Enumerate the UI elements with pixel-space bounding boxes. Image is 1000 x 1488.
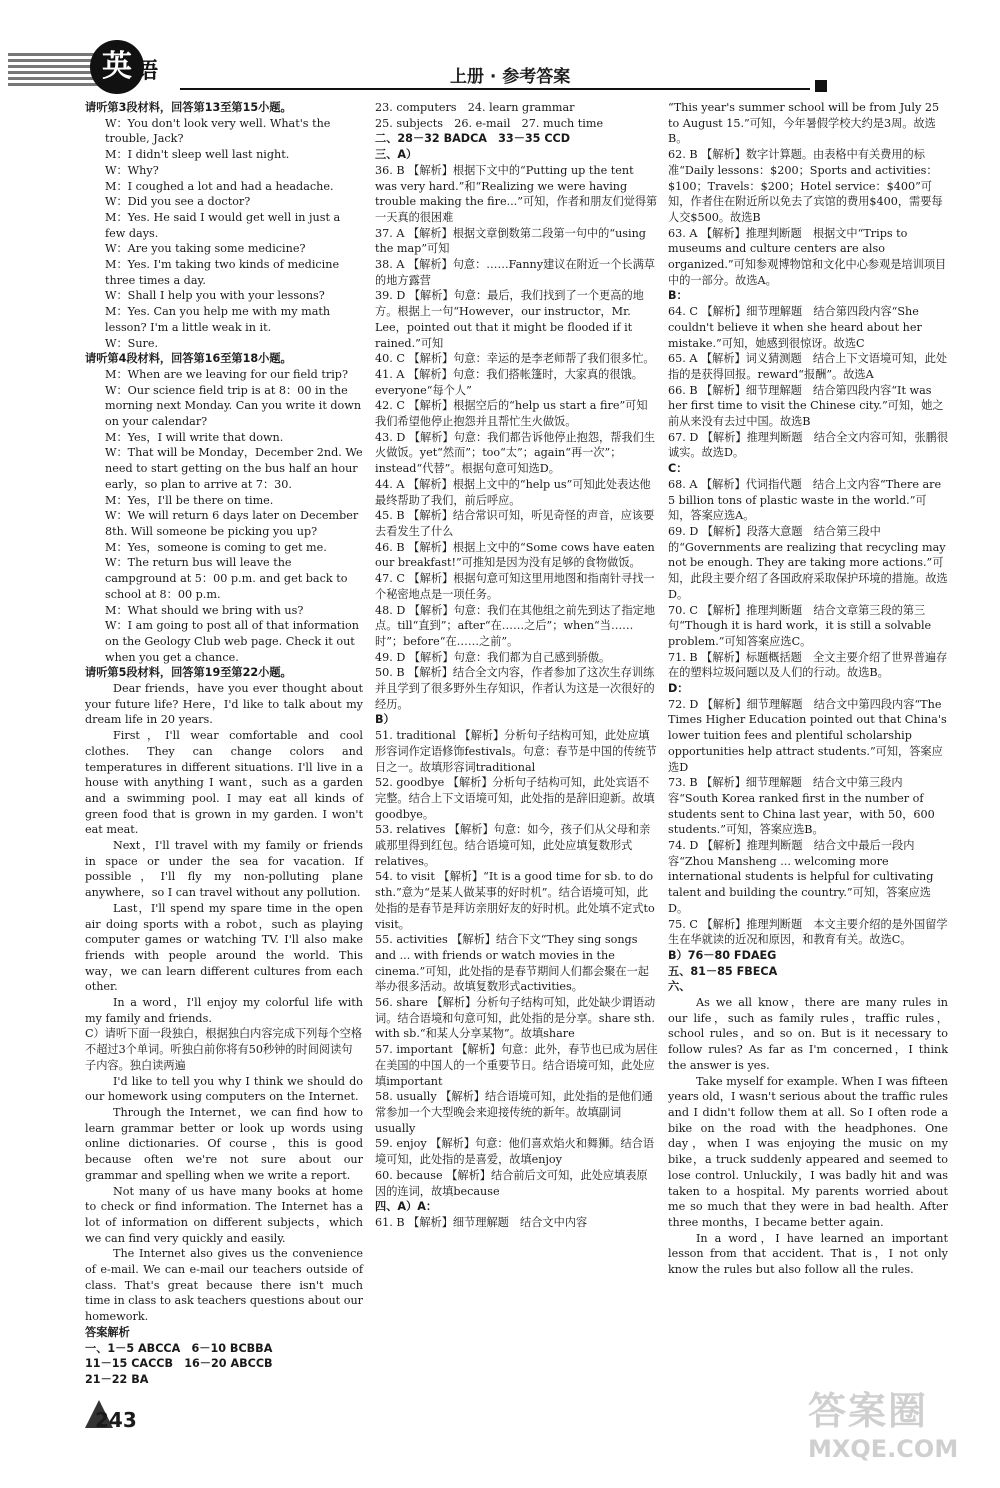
col1-line: M：Yes. I'm taking two kinds of medicine three times a day. [105, 258, 340, 287]
column-left [85, 100, 363, 1388]
column-right [668, 100, 948, 1278]
col1-line: 一、1－5 ABCCA 6－10 BCBBA [85, 1341, 273, 1355]
col1-line: W：That will be Monday，December 2nd. We need to start getting on the bus half an hour early，so plan to arrive at 7：30. [105, 446, 363, 491]
page-header [0, 0, 1000, 100]
col1-line: The Internet also gives us the convenience of e-mail. We can e-mail our teachers outside of class. That's great because there isn't much time in class to ask teachers questions about our homework. [85, 1247, 363, 1324]
col3-line: 63. A 【解析】推理判断题 根据文中“Trips to museums and culture centers are also organized.”可知参观博物馆和文化中心参观是培训项目中的一部分。故选A。 [668, 226, 947, 287]
col2-line: 51. traditional 【解析】分析句子结构可知，此处应填形容词作定语修饰festivals。句意：春节是中国的传统节日之一。故填形容词traditional [375, 729, 657, 774]
col2-line: 42. C 【解析】根据空后的“help us start a fire”可知我们希望他停止抱怨并且帮忙生火做饭。 [375, 399, 648, 429]
col1-line: Through the Internet，we can find how to learn grammar better or look up words using online dictionaries. Of course，this is good because often we're not sure about our grammar and spelling when we write a report. [85, 1106, 363, 1182]
col2-line: 60. because 【解析】结合前后文可知，此处应填表原因的连词，故填because [375, 1168, 648, 1198]
header-rule [180, 88, 810, 90]
col1-line: Not many of us have many books at home to check or find information. The Internet has a lot of information on different subjects，which we can find very quickly and easily. [85, 1184, 363, 1245]
col1-line: I'd like to tell you why I think we should do our homework using computers on the Internet. [85, 1074, 363, 1104]
col1-line: W：You don't look very well. What's the trouble, Jack? [105, 116, 331, 146]
col3-line: 68. A 【解析】代词指代题 结合上文内容“There are 5 billion tons of plastic waste in the world.”可知，答案应选A。 [668, 477, 942, 523]
col2-line: 52. goodbye 【解析】分析句子结构可知，此处宾语不完整。结合上下文语境可知，此处指的是辞旧迎新。故填goodbye。 [375, 776, 655, 821]
col3-line: 65. A 【解析】词义猜测题 结合上下文语境可知，此处指的是获得回报。reward“报酬”。故选A [668, 352, 948, 381]
col3-line: 64. C 【解析】细节理解题 结合第四段内容“She couldn't believe it when she heard about her mistake.”可知，她感到很惊讶。故选C [668, 305, 922, 350]
header-square-icon [815, 80, 827, 92]
col2-line: 53. relatives 【解析】句意：如今，孩子们从父母和亲戚那里得到红包。结合语境可知，此处应填复数形式relatives。 [375, 823, 651, 868]
col3-line: 67. D 【解析】推理判断题 结合全文内容可知，张鹏很诚实。故选D。 [668, 430, 949, 460]
col2-line: 38. A 【解析】句意：……Fanny建议在附近一个长满草的地方露营 [375, 258, 655, 287]
col2-line: 47. C 【解析】根据句意可知这里用地图和指南针寻找一个秘密地点是一项任务。 [375, 572, 655, 601]
col3-line: D： [668, 682, 689, 696]
col1-line: 请听第5段材料，回答第19至第22小题。 [85, 666, 292, 680]
col2-line: 56. share 【解析】分析句子结构可知，此处缺少谓语动词。结合语境和句意可知，此处指的是分享。share sth. with sb.“和某人分享某物”。故填share [375, 996, 656, 1041]
col1-line: M：I didn't sleep well last night. [105, 148, 290, 162]
watermark [808, 1380, 988, 1480]
col2-line: 50. B 【解析】结合全文内容，作者参加了这次生存训练并且学到了很多野外生存知识，作者认为这是一次很好的经历。 [375, 666, 655, 711]
col2-line: B） [375, 713, 395, 727]
col3-line: 66. B 【解析】细节理解题 结合第四段内容“It was her first time to visit the Chinese city.”可知，她之前从来没有去过中国。故选B [668, 383, 944, 429]
col1-line: M：Yes. Can you help me with my math lesson? I'm a little weak in it. [105, 305, 331, 334]
col1-line: M：Yes，I'll be there on time. [105, 493, 274, 507]
col1-line: 请听第3段材料，回答第13至第15小题。 [85, 101, 292, 114]
col2-line: 二、28－32 BADCA 33－35 CCD [375, 132, 571, 146]
col1-line: M：Yes，I will write that down. [105, 430, 284, 444]
subject-logo [8, 40, 178, 96]
col3-line: 六、 [668, 980, 691, 994]
col2-line: 61. B 【解析】细节理解题 结合文中内容 [375, 1215, 588, 1229]
col2-line: 39. D 【解析】句意：最后，我们找到了一个更高的地方。根据上一句“However，our instructor，Mr. Lee，pointed out that it might be flooded if it rained.”可知 [375, 289, 644, 350]
col3-line: 69. D 【解析】段落大意题 结合第三段中的“Governments are realizing that recycling may not be enough. They are taking more actions.”可知，此段主要介绍了各国政府采取保护环境的措施。故选D。 [668, 524, 948, 601]
col1-line: M：When are we leaving for our field trip? [105, 367, 348, 381]
col2-line: 三、A） [375, 148, 418, 162]
col3-line: 71. B 【解析】标题概括题 全文主要介绍了世界普遍存在的塑料垃圾问题以及人们的行动。故选B。 [668, 650, 948, 680]
col3-line: C： [668, 462, 688, 476]
col1-line: M：What should we bring with us? [105, 603, 304, 617]
col2-line: 45. B 【解析】结合常识可知，听见奇怪的声音，应该要去看发生了什么 [375, 509, 655, 538]
col1-line: First，I'll wear comfortable and cool clothes. They can change colors and temperatures in different situations. I'll live in a house with anything I want，such as a garden and a swimming pool. I may eat all kinds of green food that is grown in my garden. I won't eat meat. [85, 729, 363, 837]
col1-line: W：We will return 6 days later on December 8th. Will someone be picking you up? [105, 509, 359, 538]
col1-line: C）请听下面一段独白，根据独白内容完成下列每个空格不超过3个单词。听独白前你将有50秒钟的时间阅读句子内容。独白读两遍 [85, 1027, 363, 1072]
col3-line: 74. D 【解析】推理判断题 结合文中最后一段内容“Zhou Mansheng ... welcoming more international students is helpful for cultivating talent and building the country.”可知，答案应选D。 [668, 839, 934, 915]
col1-line: 请听第4段材料，回答第16至第18小题。 [85, 352, 292, 366]
col1-line: 11－15 CACCB 16－20 ABCCB [85, 1357, 273, 1371]
col2-line: 44. A 【解析】根据上文中的“help us”可知此处表达他最终帮助了我们，前后呼应。 [375, 477, 651, 507]
col2-line: 40. C 【解析】句意：幸运的是李老师帮了我们很多忙。 [375, 352, 655, 366]
col3-line: 62. B 【解析】数字计算题。由表格中有关费用的标准“Daily lessons：$200；Sports and activities：$100；Travels：$200；Hotel service：$400”可知，作者住在附近所以免去了宾馆的费用$400，需要每人交$500。故选B [668, 148, 943, 224]
col3-line: 73. B 【解析】细节理解题 结合文中第三段内容“South Korea ranked first in the number of students sent to China last year，with 50，600 students.”可知，答案应选B。 [668, 776, 935, 837]
page-number: 243 [95, 1408, 137, 1432]
col3-line: 70. C 【解析】推理判断题 结合文章第三段的第三句“Though it is hard work，it is still a solvable problem.”可知答案应选C。 [668, 603, 932, 648]
col2-line: 36. B 【解析】根据下文中的“Putting up the tent was very hard.”和“Realizing we were having trouble making the fire...”可知，作者和朋友们觉得第一天真的很困难 [375, 163, 658, 224]
logo-badge: 英 [90, 40, 144, 94]
col1-line: W：I am going to post all of that information on the Geology Club web page. Check it out when you get a chance. [105, 619, 359, 664]
col2-line: 25. subjects 26. e-mail 27. much time [375, 116, 604, 130]
col1-line: M：Yes. He said I would get well in just a few days. [105, 210, 341, 240]
col3-line: 72. D 【解析】细节理解题 结合文中第四段内容“The Times Higher Education pointed out that China's lower tuition fees and plentiful scholarship opportunities help attract students.”可知，答案应选D [668, 697, 947, 774]
logo-subtext: 语 [136, 59, 159, 84]
col2-line: 59. enjoy 【解析】句意：他们喜欢焰火和舞狮。结合语境可知，此处指的是喜爱，故填enjoy [375, 1137, 655, 1167]
col1-line: In a word，I'll enjoy my colorful life with my family and friends. [85, 996, 363, 1025]
watermark-url: MXQE.COM [808, 1435, 959, 1463]
col3-line: “This year's summer school will be from July 25 to August 15.”可知，今年暑假学校大约是3周。故选B。 [668, 101, 940, 146]
col1-line: W：Did you see a doctor? [105, 195, 251, 209]
col1-line: 答案解析 [85, 1325, 130, 1339]
col1-line: W：Are you taking some medicine? [105, 242, 306, 256]
col2-line: 49. D 【解析】句意：我们都为自己感到骄傲。 [375, 650, 611, 664]
logo-stripes [8, 50, 98, 86]
col3-line: B： [668, 289, 688, 303]
col2-line: 四、A）A： [375, 1200, 438, 1214]
col2-line: 55. activities 【解析】结合下文“They sing songs and ... with friends or watch movies in the cinema.”可知，此处指的是春节期间人们都会聚在一起举办很多活动。故填复数形式activities。 [375, 933, 649, 994]
col1-line: W：The return bus will leave the campground at 5：00 p.m. and get back to school at 8：00 p.m. [105, 556, 348, 601]
col1-line: M：I coughed a lot and had a headache. [105, 179, 334, 193]
col1-line: Last，I'll spend my spare time in the open air doing sports with a robot，such as playing computer games or watching TV. I'll also make friends with people around the world. This way，we can learn different cultures from each other. [85, 901, 363, 994]
col2-line: 43. D 【解析】句意：我们都告诉他停止抱怨，帮我们生火做饭。yet“然而”；too“太”；again“再一次”；instead“代替”。根据句意可知选D。 [375, 430, 656, 476]
col3-line: Take myself for example. When I was fifteen years old，I wasn't serious about the traffic rules and I didn't follow them at all. So I often rode a bike on the road with the headphones. One day，when I was enjoying the music on my bike，a truck suddenly appeared and seemed to lose control. Unluckily，I was badly hit and was taken to a hospital. My parents worried about me so much that they were in bad health. After three months，I became better again. [668, 1074, 948, 1229]
col1-line: W：Sure. [105, 336, 159, 350]
col2-line: 57. important 【解析】句意：此外，春节也已成为居住在美国的中国人的一个重要节日。结合语境可知，此处应填important [375, 1043, 658, 1088]
col2-line: 54. to visit 【解析】“It is a good time for sb. to do sth.”意为“是某人做某事的好时机”。结合语境可知，此处指的是春节是拜访亲朋好友的好时机。此处填不定式to visit。 [375, 870, 655, 931]
page-title: 上册 · 参考答案 [450, 67, 571, 87]
col1-line: 21－22 BA [85, 1372, 149, 1386]
col1-line: Dear friends，have you ever thought about your future life? Here，I'd like to talk about my dream life in 20 years. [85, 682, 363, 727]
col2-line: 48. D 【解析】句意：我们在其他组之前先到达了指定地点。till“直到”；after“在……之后”；when“当……时”；before“在……之前”。 [375, 603, 656, 648]
col1-line: W：Shall I help you with your lessons? [105, 289, 325, 303]
col1-line: W：Our science field trip is at 8：00 in the morning next Monday. Can you write it down on your calendar? [105, 383, 362, 429]
col2-line: 37. A 【解析】根据文章倒数第二段第一句中的“using the map”可知 [375, 226, 646, 256]
col1-line: Next，I'll travel with my family or friends in space or under the sea for vacation. If possible，I'll fly my non-polluting plane anywhere，so I can travel without any pollution. [85, 839, 363, 900]
col3-line: 75. C 【解析】推理判断题 本文主要介绍的是外国留学生在华就读的近况和原因，和教育有关。故选C。 [668, 917, 948, 947]
col3-line: B）76－80 FDAEG [668, 948, 777, 962]
col1-line: W：Why? [105, 163, 159, 177]
col3-line: As we all know，there are many rules in our life，such as family rules，traffic rules，school rules，and so on. But is it necessary to follow rules? As far as I'm concerned，I think the answer is yes. [668, 996, 948, 1072]
col2-line: 41. A 【解析】句意：我们搭帐篷时，大家真的很饿。everyone“每个人” [375, 367, 643, 397]
col3-line: In a word，I have learned an important lesson from that accident. That is，I not only know the rules but also follow all the rules. [668, 1231, 948, 1277]
watermark-title: 答案圈 [808, 1389, 929, 1433]
col2-line: 23. computers 24. learn grammar [375, 101, 575, 114]
col2-line: 46. B 【解析】根据上文中的“Some cows have eaten our breakfast!”可推知是因为没有足够的食物做饭。 [375, 540, 655, 570]
col3-line: 五、81－85 FBECA [668, 964, 778, 978]
col2-line: 58. usually 【解析】结合语境可知，此处指的是他们通常参加一个大型晚会来迎接传统的新年。故填副词usually [375, 1090, 653, 1135]
column-middle [375, 100, 658, 1231]
col1-line: M：Yes，someone is coming to get me. [105, 540, 327, 554]
